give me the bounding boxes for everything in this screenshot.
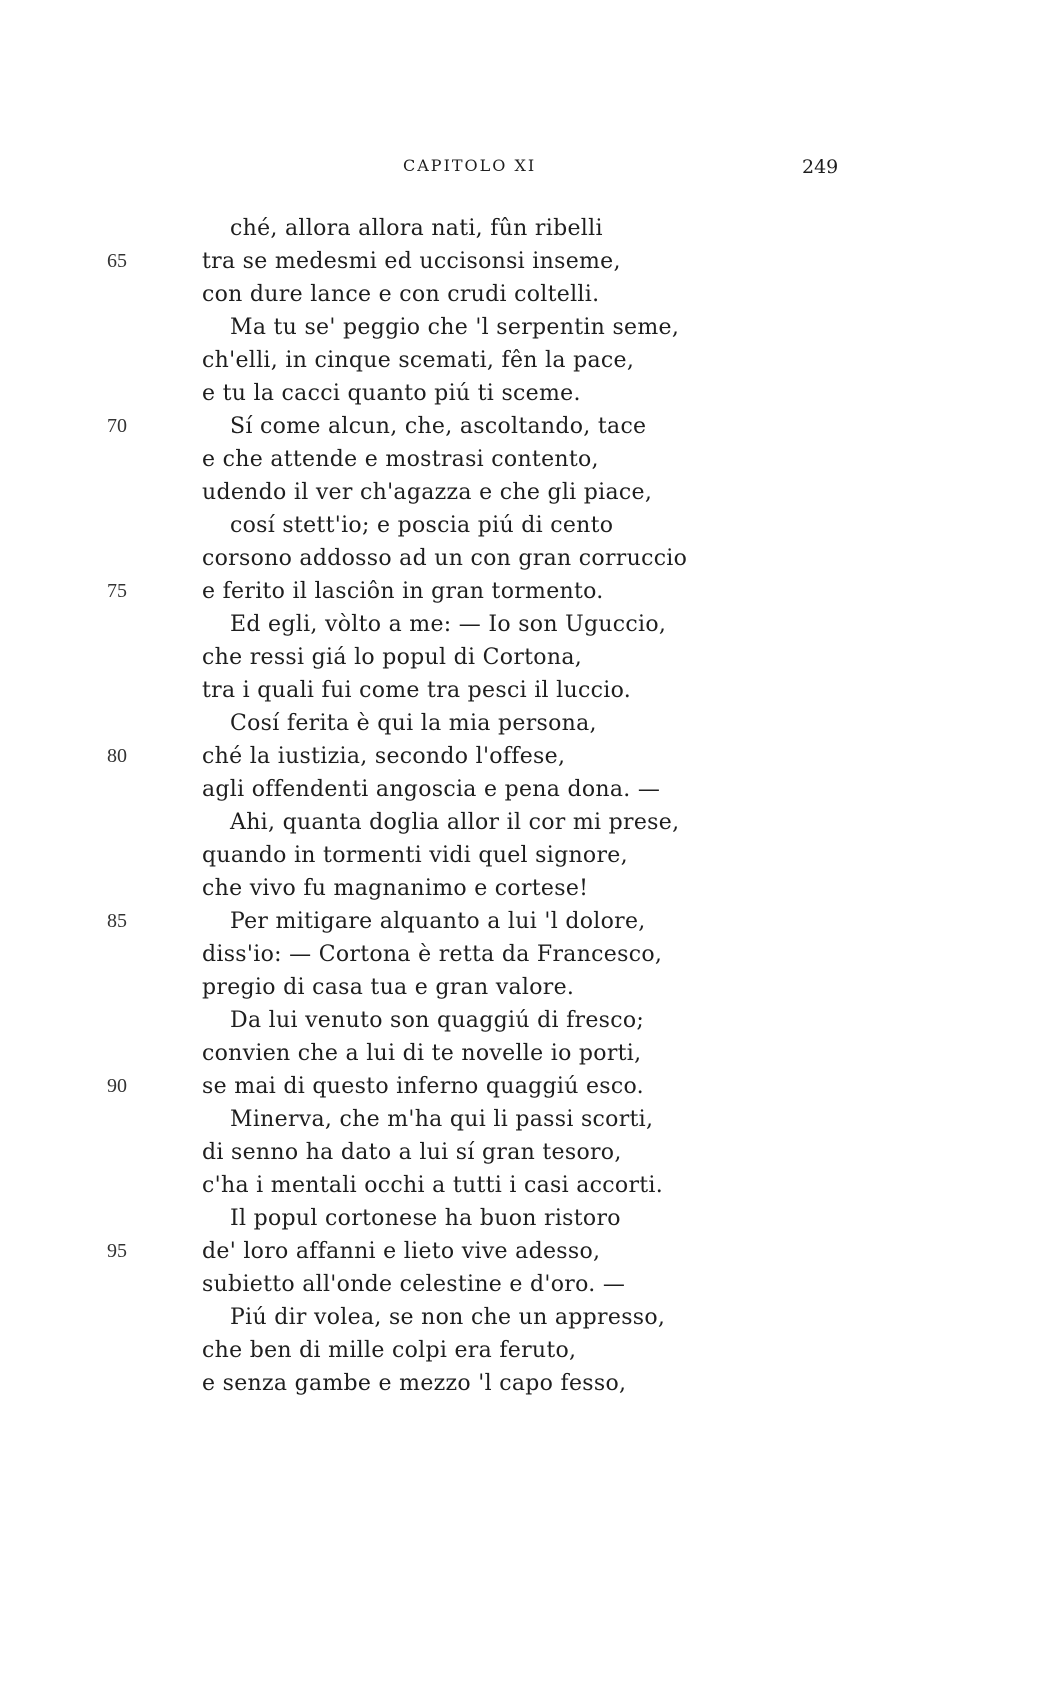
verse-text: tra se medesmi ed uccisonsi inseme,	[202, 249, 621, 274]
verse-line	[0, 1004, 1038, 1037]
verse-text: e che attende e mostrasi contento,	[202, 447, 599, 472]
running-title: CAPITOLO XI	[403, 156, 537, 175]
verse-line	[0, 1301, 1038, 1334]
verse-text: se mai di questo inferno quaggiú esco.	[202, 1074, 644, 1099]
verse-line	[0, 476, 1038, 509]
verse-line	[0, 245, 1038, 278]
verse-text: corsono addosso ad un con gran corruccio	[202, 546, 688, 571]
verse-text: Minerva, che m'ha qui li passi scorti,	[230, 1107, 654, 1132]
verse-text: convien che a lui di te novelle io porti,	[202, 1041, 642, 1066]
verse-line	[0, 542, 1038, 575]
verse-line	[0, 839, 1038, 872]
verse-line	[0, 1037, 1038, 1070]
verse-text: ch'elli, in cinque scemati, fên la pace,	[202, 348, 635, 373]
verse-line	[0, 1136, 1038, 1169]
verse-line	[0, 608, 1038, 641]
verse-text: c'ha i mentali occhi a tutti i casi accorti.	[202, 1173, 664, 1198]
verse-text: di senno ha dato a lui sí gran tesoro,	[202, 1140, 622, 1165]
verse-text: tra i quali fui come tra pesci il luccio.	[202, 678, 632, 703]
verse-line	[0, 1235, 1038, 1268]
verse-text: Ma tu se' peggio che 'l serpentin seme,	[230, 315, 680, 340]
verse-line	[0, 1070, 1038, 1103]
verse-text: ché, allora allora nati, fûn ribelli	[230, 216, 603, 241]
line-number: 85	[107, 910, 127, 932]
verse-text: Per mitigare alquanto a lui 'l dolore,	[230, 909, 646, 934]
verse-text: quando in tormenti vidi quel signore,	[202, 843, 628, 868]
verse-line	[0, 905, 1038, 938]
verse-line	[0, 377, 1038, 410]
verse-line	[0, 1367, 1038, 1400]
verse-line	[0, 575, 1038, 608]
verse-text: Piú dir volea, se non che un appresso,	[230, 1305, 666, 1330]
verse-line	[0, 278, 1038, 311]
verse-text: con dure lance e con crudi coltelli.	[202, 282, 600, 307]
verse-line	[0, 1103, 1038, 1136]
verse-text: che ressi giá lo popul di Cortona,	[202, 645, 583, 670]
verse-text: agli offendenti angoscia e pena dona. —	[202, 777, 661, 802]
verse-line	[0, 1202, 1038, 1235]
verse-text: Cosí ferita è qui la mia persona,	[230, 711, 597, 736]
page-number: 249	[802, 156, 839, 178]
verse-text: de' loro affanni e lieto vive adesso,	[202, 1239, 601, 1264]
verse-line	[0, 740, 1038, 773]
verse-text: ché la iustizia, secondo l'offese,	[202, 744, 566, 769]
verse-text: Ed egli, vòlto a me: — Io son Uguccio,	[230, 612, 667, 637]
verse-line	[0, 509, 1038, 542]
verse-line	[0, 971, 1038, 1004]
line-number: 75	[107, 580, 127, 602]
verse-text: e senza gambe e mezzo 'l capo fesso,	[202, 1371, 627, 1396]
verse-line	[0, 212, 1038, 245]
line-number: 95	[107, 1240, 127, 1262]
verse-line	[0, 1268, 1038, 1301]
verse-line	[0, 707, 1038, 740]
verse-text: Da lui venuto son quaggiú di fresco;	[230, 1008, 645, 1033]
line-number: 70	[107, 415, 127, 437]
verse-line	[0, 1334, 1038, 1367]
verse-line	[0, 773, 1038, 806]
verse-text: udendo il ver ch'agazza e che gli piace,	[202, 480, 653, 505]
line-number: 65	[107, 250, 127, 272]
verse-text: diss'io: — Cortona è retta da Francesco,	[202, 942, 663, 967]
verse-line	[0, 410, 1038, 443]
verse-line	[0, 674, 1038, 707]
line-number: 80	[107, 745, 127, 767]
verse-line	[0, 1169, 1038, 1202]
verse-line	[0, 872, 1038, 905]
verse-text: e tu la cacci quanto piú ti sceme.	[202, 381, 581, 406]
verse-text: pregio di casa tua e gran valore.	[202, 975, 575, 1000]
verse-text: che ben di mille colpi era feruto,	[202, 1338, 577, 1363]
verse-text: e ferito il lasciôn in gran tormento.	[202, 579, 604, 604]
verse-line	[0, 938, 1038, 971]
verse-text: subietto all'onde celestine e d'oro. —	[202, 1272, 626, 1297]
verse-line	[0, 344, 1038, 377]
verse-text: cosí stett'io; e poscia piú di cento	[230, 513, 614, 538]
verse-block	[0, 212, 1038, 1400]
verse-line	[0, 641, 1038, 674]
verse-text: Ahi, quanta doglia allor il cor mi prese,	[230, 810, 680, 835]
verse-line	[0, 311, 1038, 344]
verse-text: Il popul cortonese ha buon ristoro	[230, 1206, 621, 1231]
verse-text: che vivo fu magnanimo e cortese!	[202, 876, 589, 901]
verse-line	[0, 806, 1038, 839]
verse-text: Sí come alcun, che, ascoltando, tace	[230, 414, 647, 439]
line-number: 90	[107, 1075, 127, 1097]
verse-line	[0, 443, 1038, 476]
running-head	[0, 156, 1038, 180]
